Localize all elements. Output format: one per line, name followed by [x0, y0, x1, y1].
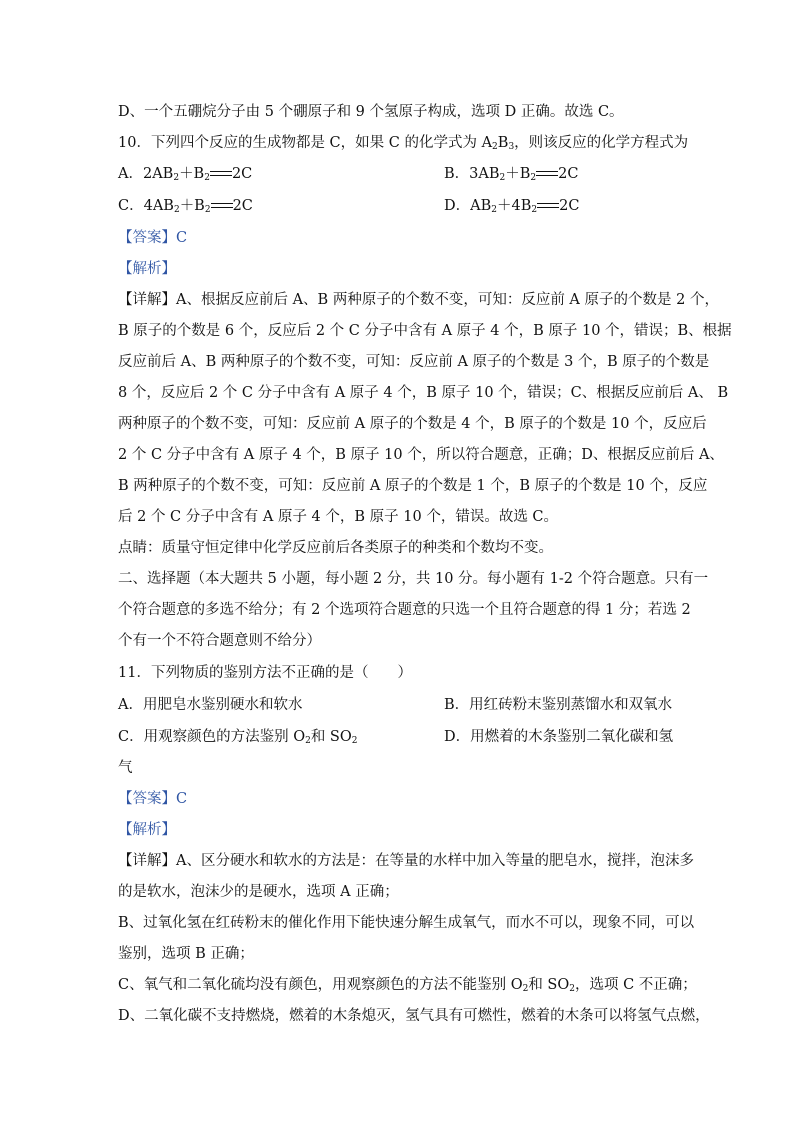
- text-line: D、一个五硼烷分子由 5 个硼原子和 9 个氢原子构成，选项 D 正确。故选 C。: [118, 104, 624, 120]
- text-line: 【详解】A、区分硬水和软水的方法是：在等量的水样中加入等量的肥皂水，搅拌，泡沫多: [118, 853, 694, 869]
- text-line: B、过氧化氢在红砖粉末的催化作用下能快速分解生成氧气，而水不可以，现象不同，可以: [118, 915, 695, 931]
- question-10: 10．下列四个反应的生成物都是 C，如果 C 的化学式为 $A_2B_3$，则该反应的化学方程式为: [118, 135, 689, 152]
- option-c: C．$4AB_2+B_2$ 2C: [118, 198, 253, 215]
- text-line: B 原子的个数是 6 个，反应后 2 个 C 分子中含有 A 原子 4 个，B 原子 10 个，错误；B、根据: [118, 323, 732, 339]
- option-a: A．$2AB_2+B_2$ 2C: [118, 166, 253, 183]
- answer-label: 【答案】C: [118, 791, 188, 807]
- option-a: A．用肥皂水鉴别硬水和软水: [118, 697, 303, 713]
- text-line: 个有一个不符合题意则不给分）: [118, 633, 321, 649]
- text-line: 反应前后 A、B 两种原子的个数不变，可知：反应前 A 原子的个数是 3 个，B 原子的个数是: [118, 354, 710, 370]
- option-d: D．$AB_2+4B_2$ 2C: [444, 198, 580, 215]
- analysis-label: 【解析】: [118, 822, 176, 838]
- text-line: 8 个，反应后 2 个 C 分子中含有 A 原子 4 个，B 原子 10 个，错误；C、根据反应前后 A、 B: [118, 385, 729, 401]
- question-11: 11．下列物质的鉴别方法不正确的是（ ）: [118, 665, 412, 681]
- text-line: B 两种原子的个数不变，可知：反应前 A 原子的个数是 1 个，B 原子的个数是 10 个，反应: [118, 478, 708, 494]
- section-heading: 二、选择题（本大题共 5 小题，每小题 2 分，共 10 分。每小题有 1-2 个符合题意。只有一: [118, 571, 709, 587]
- text-line: D、二氧化碳不支持燃烧，燃着的木条熄灭，氢气具有可燃性，燃着的木条可以将氢气点燃，: [118, 1008, 710, 1024]
- text-line: 鉴别，选项 B 正确；: [118, 946, 254, 962]
- text-line: 后 2 个 C 分子中含有 A 原子 4 个，B 原子 10 个，错误。故选 C。: [118, 509, 559, 525]
- answer-label: 【答案】C: [118, 230, 188, 246]
- analysis-label: 【解析】: [118, 261, 176, 277]
- text-line: 气: [118, 760, 133, 776]
- option-d: D．用燃着的木条鉴别二氧化碳和氢: [444, 729, 674, 745]
- text-line: 2 个 C 分子中含有 A 原子 4 个，B 原子 10 个，所以符合题意，正确；D、根据反应前后 A、: [118, 447, 724, 463]
- note-line: 点睛：质量守恒定律中化学反应前后各类原子的种类和个数均不变。: [118, 540, 553, 556]
- text-line: C、氧气和二氧化硫均没有颜色，用观察颜色的方法不能鉴别 $O_2$和 $SO_2$，选项 C 不正确；: [118, 977, 697, 994]
- option-b: B．用红砖粉末鉴别蒸馏水和双氧水: [444, 697, 673, 713]
- text-line: 的是软水，泡沫少的是硬水，选项 A 正确；: [118, 884, 399, 900]
- text-line: 【详解】A、根据反应前后 A、B 两种原子的个数不变，可知：反应前 A 原子的个数是 2 个，: [118, 292, 719, 308]
- text-line: 两种原子的个数不变，可知：反应前 A 原子的个数是 4 个，B 原子的个数是 10 个，反应后: [118, 416, 707, 432]
- option-b: B．$3AB_2+B_2$ 2C: [444, 166, 579, 183]
- text-line: 个符合题意的多选不给分；有 2 个选项符合题意的只选一个且符合题意的得 1 分；若选 2: [118, 602, 691, 618]
- option-c: C．用观察颜色的方法鉴别 $O_2$和 $SO_2$: [118, 729, 358, 746]
